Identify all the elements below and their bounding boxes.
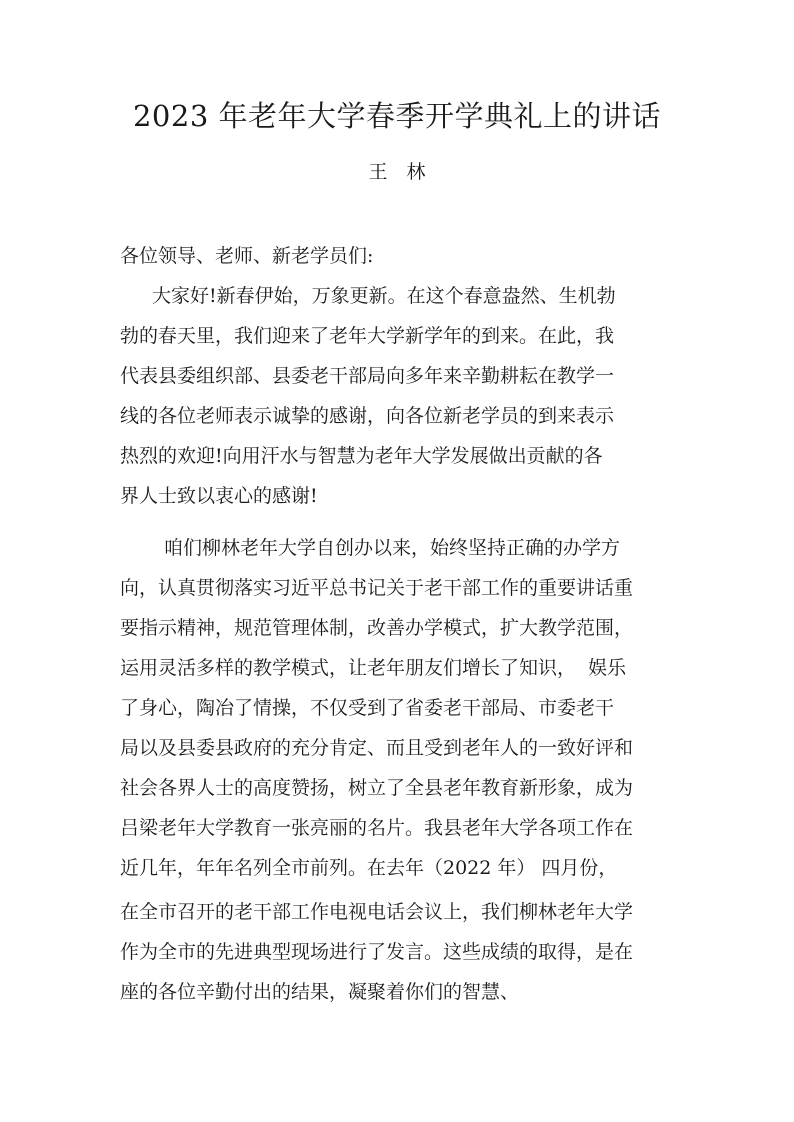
salutation: 各位领导、老师、新老学员们: <box>120 245 374 267</box>
paragraph-line: 勃的春天里，我们迎来了老年大学新学年的到来。在此，我 <box>120 325 615 347</box>
paragraph-line: 要指示精神，规范管理体制，改善办学模式，扩大教学范围， <box>120 617 634 639</box>
document-title: 2023 年老年大学春季开学典礼上的讲话 <box>132 99 662 133</box>
paragraph-line: 代表县委组织部、县委老干部局向多年来辛勤耕耘在教学一 <box>120 365 615 387</box>
author-name: 王 林 <box>368 161 426 183</box>
paragraph-line: 界人士致以衷心的感谢! <box>120 485 318 507</box>
paragraph-line: 运用灵活多样的教学模式，让老年朋友们增长了知识， 娱乐 <box>120 657 627 679</box>
paragraph-line: 近几年，年年名列全市前列。在去年（2022 年） 四月份， <box>120 857 618 879</box>
paragraph-line: 大家好!新春伊始，万象更新。在这个春意盎然、生机勃 <box>152 285 616 307</box>
paragraph-line: 吕梁老年大学教育一张亮丽的名片。我县老年大学各项工作在 <box>120 817 634 839</box>
paragraph-line: 局以及县委县政府的充分肯定、而且受到老年人的一致好评和 <box>120 737 634 759</box>
paragraph-line: 咱们柳林老年大学自创办以来，始终坚持正确的办学方 <box>164 537 621 559</box>
paragraph-line: 了身心，陶冶了情操，不仅受到了省委老干部局、市委老干 <box>120 697 615 719</box>
paragraph-line: 在全市召开的老干部工作电视电话会议上，我们柳林老年大学 <box>120 901 634 923</box>
paragraph-line: 线的各位老师表示诚挚的感谢，向各位新老学员的到来表示 <box>120 405 615 427</box>
paragraph-line: 向，认真贯彻落实习近平总书记关于老干部工作的重要讲话重 <box>120 577 634 599</box>
paragraph-line: 社会各界人士的高度赞扬，树立了全县老年教育新形象，成为 <box>120 777 634 799</box>
paragraph-line: 座的各位辛勤付出的结果，凝聚着你们的智慧、 <box>120 981 520 1003</box>
paragraph-line: 作为全市的先进典型现场进行了发言。这些成绩的取得，是在 <box>120 941 634 963</box>
paragraph-line: 热烈的欢迎!向用汗水与智慧为老年大学发展做出贡献的各 <box>120 445 603 467</box>
